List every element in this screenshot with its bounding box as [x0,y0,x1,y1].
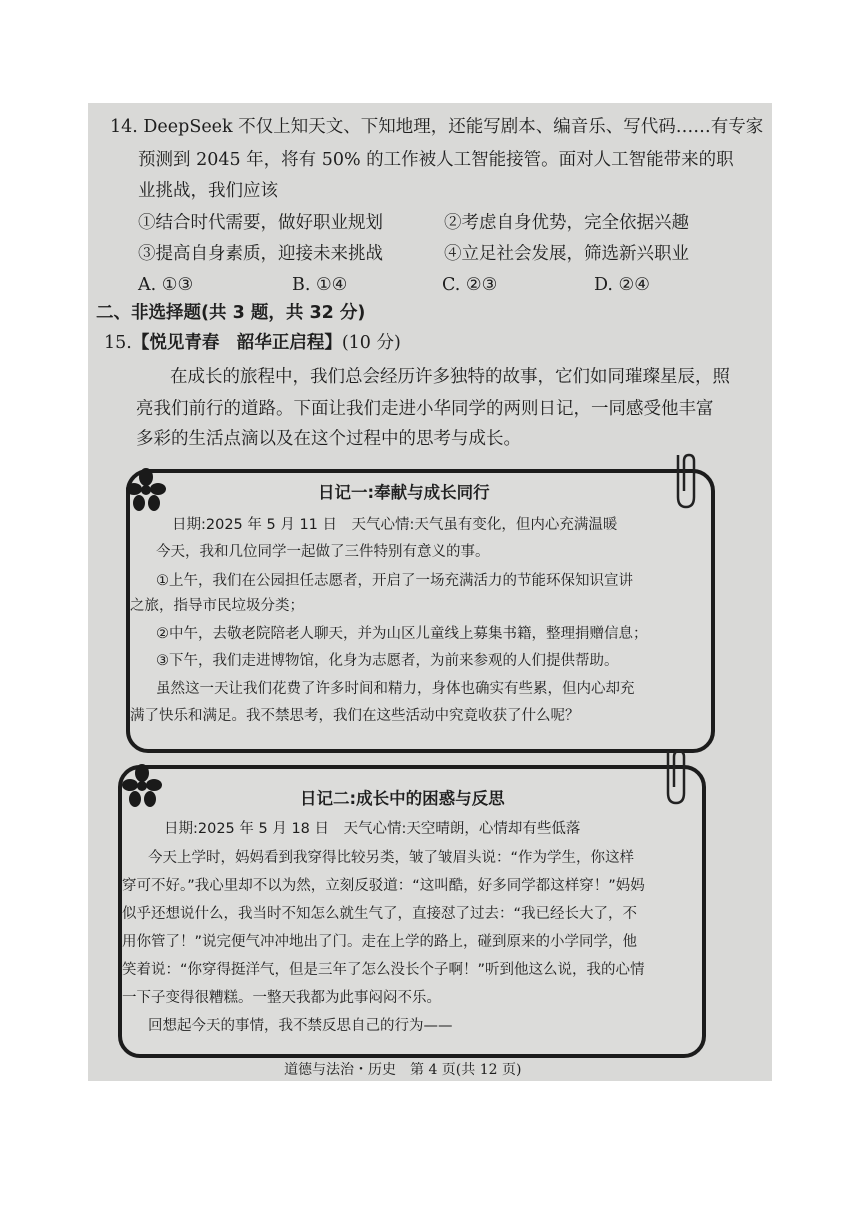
q14-line-2: 预测到 2045 年，将有 50% 的工作被人工智能接管。面对人工智能带来的职 [138,150,734,170]
flower-icon [122,763,162,809]
q15-intro-line-2: 亮我们前行的道路。下面让我们走进小华同学的两则日记，一同感受他丰富 [136,399,714,419]
diary-2-title: 日记二:成长中的困惑与反思 [300,789,505,808]
q14-item-2: ②考虑自身优势，完全依据兴趣 [444,213,689,233]
q15-title: 【悦见青春 韶华正启程】 [131,333,342,353]
diary-2-line-5: 笑着说：“你穿得挺洋气，但是三年了怎么没长个子啊！”听到他这么说，我的心情 [122,962,645,978]
q14-item-4: ④立足社会发展，筛选新兴职业 [444,244,689,264]
paperclip-icon [660,747,690,807]
q15-intro-line-1: 在成长的旅程中，我们总会经历许多独特的故事，它们如同璀璨星辰，照 [170,367,730,387]
page-footer: 道德与法治・历史 第 4 页(共 12 页) [284,1062,522,1078]
q15-score: (10 分) [341,333,401,353]
diary-2-line-7: 回想起今天的事情，我不禁反思自己的行为—— [148,1018,453,1034]
diary-card-1 [126,469,715,753]
paperclip-icon [670,451,700,511]
diary-2-date: 日期:2025 年 5 月 18 日 天气心情:天空晴朗，心情却有些低落 [164,821,581,837]
diary-1-line-6: 虽然这一天让我们花费了许多时间和精力，身体也确实有些累，但内心却充 [156,681,635,697]
diary-1-date: 日期:2025 年 5 月 11 日 天气心情:天气虽有变化，但内心充满温暖 [172,517,618,533]
diary-1-line-7: 满了快乐和满足。我不禁思考，我们在这些活动中究竟收获了什么呢？ [130,708,580,724]
q14-option-b: B. ①④ [292,275,348,295]
diary-1-title: 日记一:奉献与成长同行 [318,483,490,502]
q14-line-1: 14. DeepSeek 不仅上知天文、下知地理，还能写剧本、编音乐、写代码……有专家 [110,117,764,137]
q15-header [104,331,401,355]
q14-item-3: ③提高自身素质，迎接未来挑战 [138,244,383,264]
diary-1-line-5: ③下午，我们走进博物馆，化身为志愿者，为前来参观的人们提供帮助。 [156,653,619,669]
diary-1-line-4: ②中午，去敬老院陪老人聊天，并为山区儿童线上募集书籍，整理捐赠信息； [156,626,648,642]
exam-page [88,103,772,1081]
q14-item-1: ①结合时代需要，做好职业规划 [138,213,383,233]
diary-2-line-6: 一下子变得很糟糕。一整天我都为此事闷闷不乐。 [122,990,441,1006]
diary-2-line-4: 用你管了！”说完便气冲冲地出了门。走在上学的路上，碰到原来的小学同学，他 [122,934,638,950]
diary-2-line-3: 似乎还想说什么，我当时不知怎么就生气了，直接怼了过去：“我已经长大了，不 [122,906,638,922]
q14-line-3: 业挑战，我们应该 [138,181,278,201]
q14-option-a: A. ①③ [138,275,194,295]
section-heading: 二、非选择题(共 3 题，共 32 分) [96,303,366,323]
diary-1-line-1: 今天，我和几位同学一起做了三件特别有意义的事。 [156,544,490,560]
q14-option-d: D. ②④ [594,275,650,295]
diary-2-line-2: 穿可不好。”我心里却不以为然，立刻反驳道：“这叫酷，好多同学都这样穿！”妈妈 [122,878,645,894]
diary-card-2 [118,765,706,1058]
diary-2-line-1: 今天上学时，妈妈看到我穿得比较另类，皱了皱眉头说：“作为学生，你这样 [148,850,635,866]
q15-number: 15. [104,333,132,353]
flower-icon [126,467,166,513]
q14-option-c: C. ②③ [442,275,498,295]
diary-1-line-3: 之旅，指导市民垃圾分类； [130,598,304,614]
q15-intro-line-3: 多彩的生活点滴以及在这个过程中的思考与成长。 [136,429,521,449]
diary-1-line-2: ①上午，我们在公园担任志愿者，开启了一场充满活力的节能环保知识宣讲 [156,573,633,589]
